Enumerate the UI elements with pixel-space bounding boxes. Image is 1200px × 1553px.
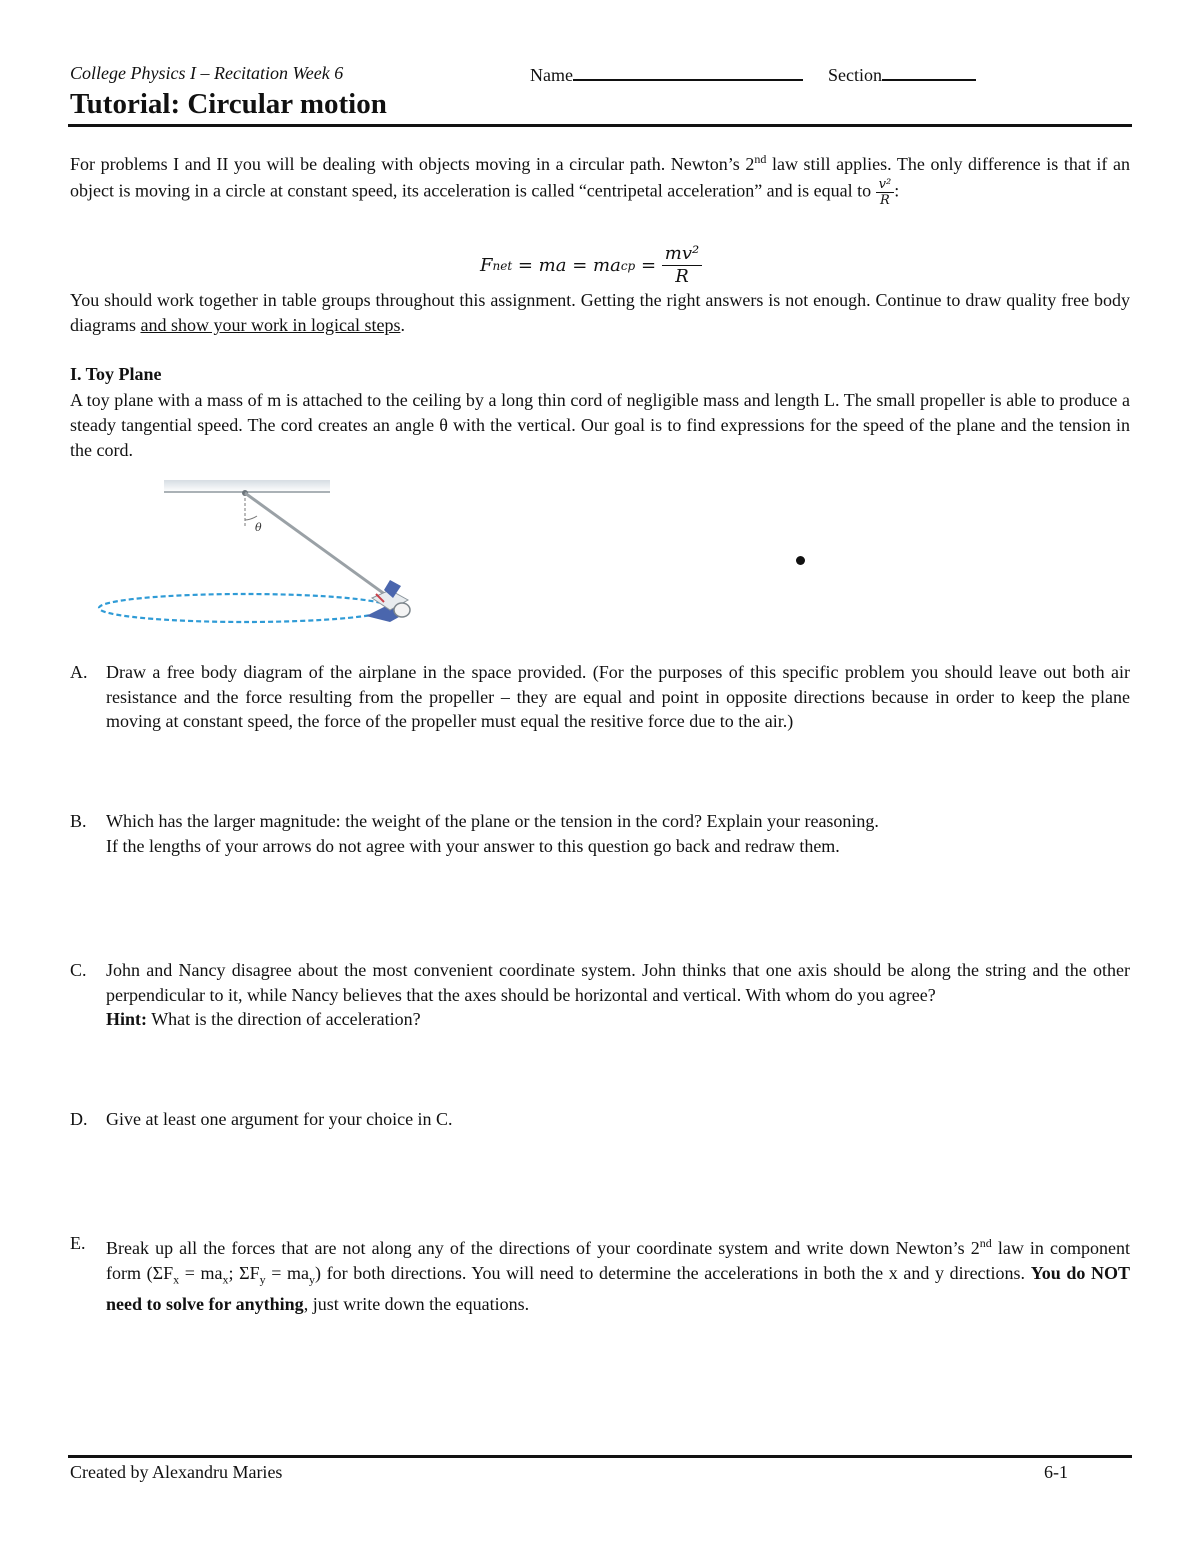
question-b-label: B. bbox=[70, 811, 87, 831]
footer-rule bbox=[68, 1455, 1132, 1458]
question-c-text: John and Nancy disagree about the most convenient coordinate system. John thinks that one axis should be along the string and the other perpendicular to it, while Nancy believes that the axes should be horizontal and vertical. With whom do you agree? bbox=[106, 960, 1130, 1005]
question-a bbox=[70, 660, 1130, 734]
instructions-paragraph: You should work together in table groups throughout this assignment. Getting the right answers is not enough. Continue to draw quality free body diagrams and show your work in logical steps. bbox=[70, 290, 1130, 335]
question-c-hint: Hint: What is the direction of acceleration? bbox=[106, 1009, 421, 1029]
angle-arc bbox=[245, 516, 257, 520]
question-a-label: A. bbox=[70, 662, 88, 682]
question-e bbox=[70, 1231, 1130, 1316]
ceiling bbox=[164, 480, 330, 492]
question-c bbox=[70, 958, 1130, 1032]
page-number: 6-1 bbox=[1044, 1462, 1068, 1482]
header-rule bbox=[68, 124, 1132, 127]
question-e-label: E. bbox=[70, 1233, 86, 1253]
section-label: Section bbox=[828, 65, 882, 85]
toy-plane-description: A toy plane with a mass of m is attached to the ceiling by a long thin cord of negligible mass and length L. The small propeller is able to produce a steady tangential speed. The cord creates an angle θ with the vertical. Our goal is to find expressions for the speed of the plane and the tension in the cord. bbox=[70, 390, 1130, 460]
section-field[interactable] bbox=[828, 63, 976, 86]
name-field[interactable] bbox=[530, 63, 803, 86]
question-b-note: If the lengths of your arrows do not agree with your answer to this question go back and redraw them. bbox=[106, 835, 840, 856]
name-label: Name bbox=[530, 65, 573, 85]
question-d-label: D. bbox=[70, 1109, 88, 1129]
circular-path bbox=[99, 594, 391, 622]
toy-plane-figure bbox=[90, 478, 430, 628]
question-b bbox=[70, 809, 1130, 858]
question-d-text: Give at least one argument for your choice in C. bbox=[106, 1109, 453, 1129]
theta-label: θ bbox=[255, 521, 262, 534]
centripetal-fraction: $\frac{\text{v²}}{R}$ bbox=[876, 177, 895, 208]
section-heading-toy-plane: I. Toy Plane bbox=[70, 364, 162, 384]
cord bbox=[245, 493, 390, 598]
question-a-text: Draw a free body diagram of the airplane in the space provided. (For the purposes of this specific problem you should leave out both air resistance and the force resulting from the propeller – they are equal and point in opposite directions because in order to keep the plane moving at constant speed, the force of the propeller must equal the resitive force due to the air.) bbox=[106, 662, 1130, 731]
net-force-formula: F net = ma = ma cp = $\frac{\text{mv²}}{R}$ bbox=[0, 237, 1200, 293]
footer-author: Created by Alexandru Maries bbox=[70, 1462, 283, 1482]
question-c-label: C. bbox=[70, 960, 87, 980]
question-e-text: Break up all the forces that are not along any of the directions of your coordinate system and write down Newton’s 2nd law in component form ($\Sigma F_x = ma_x$; $\Sigma F_y = ma_y$) for both directions. You will need to determine the accelerations in both the x and y directions. You do NOT need to solve for anything, just write down the equations. bbox=[106, 1236, 1130, 1314]
fbd-point-dot bbox=[796, 556, 805, 565]
intro-paragraph: For problems I and II you will be dealing with objects moving in a circular path. Newton’s 2nd law still applies. The only difference is that if an object is moving in a circle at constant speed, its acceleration is called “centripetal acceleration” and is equal to $\frac{\text{v²}}{R}$ : bbox=[70, 152, 1131, 208]
section-blank[interactable] bbox=[882, 63, 976, 81]
name-blank[interactable] bbox=[573, 63, 803, 81]
question-b-text: Which has the larger magnitude: the weight of the plane or the tension in the cord? Explain your reasoning. bbox=[106, 811, 879, 831]
page-title: Tutorial: Circular motion bbox=[70, 88, 387, 120]
question-d bbox=[70, 1107, 1130, 1132]
course-heading: College Physics I – Recitation Week 6 bbox=[70, 63, 344, 83]
